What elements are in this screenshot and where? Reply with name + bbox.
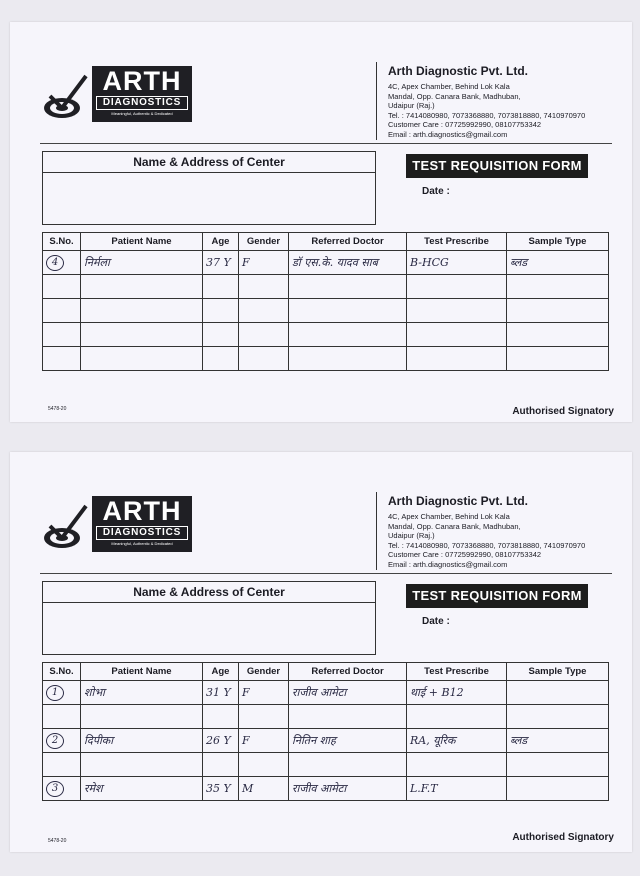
age-cell: 35 Y	[203, 777, 239, 801]
gender-cell	[239, 275, 289, 299]
sno-value	[46, 278, 62, 292]
gender-cell: F	[239, 681, 289, 705]
address-line: 4C, Apex Chamber, Behind Lok Kala	[388, 82, 510, 91]
doctor-cell	[289, 347, 407, 371]
logo-wordmark	[92, 496, 192, 552]
sno-cell	[43, 299, 81, 323]
doctor-cell: राजीव आमेटा	[289, 777, 407, 801]
arth-logo	[42, 496, 192, 552]
sample-cell: ब्लड	[507, 729, 609, 753]
logo-wordmark	[92, 66, 192, 122]
age-cell	[203, 323, 239, 347]
doctor-cell	[289, 275, 407, 299]
logo-word: ARTH	[102, 496, 182, 526]
column-header: Referred Doctor	[289, 663, 407, 681]
column-header: S.No.	[43, 233, 81, 251]
sno-cell	[43, 347, 81, 371]
address-line: Tel. : 7414080980, 7073368880, 7073818880, 7410970970	[388, 540, 586, 550]
doctor-cell	[289, 299, 407, 323]
table-header	[43, 233, 609, 251]
sample-cell	[507, 681, 609, 705]
age-cell	[203, 753, 239, 777]
center-box	[42, 581, 376, 655]
table-row	[43, 323, 609, 347]
sample-cell	[507, 323, 609, 347]
column-header: Patient Name	[81, 233, 203, 251]
header-divider	[376, 62, 377, 140]
logo-word: ARTH	[102, 66, 182, 96]
gender-cell	[239, 299, 289, 323]
sno-value	[46, 350, 62, 364]
sno-value: 1	[46, 685, 64, 701]
sno-cell	[43, 777, 81, 801]
patient-name-cell	[81, 323, 203, 347]
age-cell: 26 Y	[203, 729, 239, 753]
column-header: Gender	[239, 663, 289, 681]
logo-sub: DIAGNOSTICS	[96, 96, 188, 110]
column-header: Referred Doctor	[289, 233, 407, 251]
sno-value	[46, 302, 62, 316]
age-cell: 37 Y	[203, 251, 239, 275]
address-line: 4C, Apex Chamber, Behind Lok Kala	[388, 512, 510, 521]
table-row	[43, 251, 609, 275]
gender-cell	[239, 347, 289, 371]
age-cell	[203, 347, 239, 371]
signatory-label: Authorised Signatory	[512, 406, 614, 417]
doctor-cell: डॉ एस.के. यादव साब	[289, 251, 407, 275]
sno-cell	[43, 251, 81, 275]
company-info	[386, 64, 626, 139]
test-cell	[407, 347, 507, 371]
age-cell	[203, 299, 239, 323]
column-header: S.No.	[43, 663, 81, 681]
sno-value: 4	[46, 255, 64, 271]
test-cell: B-HCG	[407, 251, 507, 275]
patient-name-cell: निर्मला	[81, 251, 203, 275]
gender-cell	[239, 753, 289, 777]
date-label: Date :	[422, 616, 450, 627]
logo-tagline: Meaningful, Authentic & Dedicated	[111, 541, 173, 546]
sno-cell	[43, 275, 81, 299]
header-rule	[40, 573, 612, 574]
gender-cell: F	[239, 729, 289, 753]
column-header: Test Prescribe	[407, 663, 507, 681]
requisition-form-top	[10, 22, 632, 422]
company-name: Arth Diagnostic Pvt. Ltd.	[388, 494, 529, 508]
column-header: Test Prescribe	[407, 233, 507, 251]
sample-cell	[507, 299, 609, 323]
patient-name-cell: शोभा	[81, 681, 203, 705]
sno-cell	[43, 753, 81, 777]
address-line: Customer Care : 07725992990, 08107753342	[388, 120, 542, 129]
patient-table	[42, 232, 609, 371]
table-row	[43, 777, 609, 801]
test-cell	[407, 299, 507, 323]
test-cell: थाई + B12	[407, 681, 507, 705]
table-row	[43, 347, 609, 371]
column-header: Patient Name	[81, 663, 203, 681]
sno-cell	[43, 705, 81, 729]
sno-value: 2	[46, 733, 64, 749]
patient-table	[42, 662, 609, 801]
header-rule	[40, 143, 612, 144]
form-code: 5478-20	[48, 406, 67, 412]
test-cell	[407, 753, 507, 777]
address-line: Mandal, Opp. Canara Bank, Madhuban,	[388, 91, 521, 101]
sno-value	[46, 756, 62, 770]
sno-value	[46, 708, 62, 722]
address-line: Email : arth.diagnostics@gmail.com	[388, 559, 508, 569]
company-info	[386, 494, 626, 569]
gender-cell	[239, 323, 289, 347]
sno-cell	[43, 729, 81, 753]
table-row	[43, 681, 609, 705]
patient-name-cell	[81, 275, 203, 299]
header-divider	[376, 492, 377, 570]
doctor-cell: नितिन शाह	[289, 729, 407, 753]
table-header	[43, 663, 609, 681]
test-cell	[407, 323, 507, 347]
address-line: Email : arth.diagnostics@gmail.com	[388, 129, 508, 139]
age-cell	[203, 275, 239, 299]
table-row	[43, 753, 609, 777]
age-cell: 31 Y	[203, 681, 239, 705]
logo-tagline: Meaningful, Authentic & Dedicated	[111, 111, 173, 116]
address-line: Mandal, Opp. Canara Bank, Madhuban,	[388, 521, 521, 531]
sno-value	[46, 326, 62, 340]
form-title: TEST REQUISITION FORM	[406, 584, 588, 608]
test-cell: RA, यूरिक	[407, 729, 507, 753]
table-row	[43, 705, 609, 729]
date-label: Date :	[422, 186, 450, 197]
sample-cell	[507, 347, 609, 371]
requisition-form-bottom	[10, 452, 632, 852]
column-header: Sample Type	[507, 233, 609, 251]
gender-cell: F	[239, 251, 289, 275]
signatory-label: Authorised Signatory	[512, 832, 614, 843]
table-row	[43, 299, 609, 323]
test-cell	[407, 705, 507, 729]
company-name: Arth Diagnostic Pvt. Ltd.	[388, 64, 529, 78]
sample-cell	[507, 777, 609, 801]
patient-name-cell	[81, 299, 203, 323]
doctor-cell	[289, 323, 407, 347]
column-header: Age	[203, 663, 239, 681]
age-cell	[203, 705, 239, 729]
center-title: Name & Address of Center	[43, 152, 375, 173]
column-header: Gender	[239, 233, 289, 251]
patient-name-cell: दिपीका	[81, 729, 203, 753]
doctor-cell: राजीव आमेटा	[289, 681, 407, 705]
center-title: Name & Address of Center	[43, 582, 375, 603]
logo-sub: DIAGNOSTICS	[96, 526, 188, 540]
patient-name-cell	[81, 705, 203, 729]
table-row	[43, 729, 609, 753]
address-line: Udaipur (Raj.)	[388, 101, 435, 110]
form-code: 5478-20	[48, 838, 67, 844]
table-row	[43, 275, 609, 299]
sample-cell	[507, 705, 609, 729]
center-box	[42, 151, 376, 225]
gender-cell	[239, 705, 289, 729]
test-cell	[407, 275, 507, 299]
address-line: Customer Care : 07725992990, 08107753342	[388, 550, 542, 559]
patient-name-cell	[81, 753, 203, 777]
patient-name-cell	[81, 347, 203, 371]
sno-cell	[43, 323, 81, 347]
sample-cell	[507, 275, 609, 299]
patient-name-cell: रमेश	[81, 777, 203, 801]
sample-cell	[507, 753, 609, 777]
address-line: Udaipur (Raj.)	[388, 531, 435, 540]
target-check-icon	[42, 504, 88, 550]
doctor-cell	[289, 753, 407, 777]
sample-cell: ब्लड	[507, 251, 609, 275]
doctor-cell	[289, 705, 407, 729]
form-title: TEST REQUISITION FORM	[406, 154, 588, 178]
column-header: Sample Type	[507, 663, 609, 681]
column-header: Age	[203, 233, 239, 251]
arth-logo	[42, 66, 192, 122]
sno-value: 3	[46, 781, 64, 797]
test-cell: L.F.T	[407, 777, 507, 801]
sno-cell	[43, 681, 81, 705]
address-line: Tel. : 7414080980, 7073368880, 7073818880, 7410970970	[388, 110, 586, 120]
gender-cell: M	[239, 777, 289, 801]
target-check-icon	[42, 74, 88, 120]
